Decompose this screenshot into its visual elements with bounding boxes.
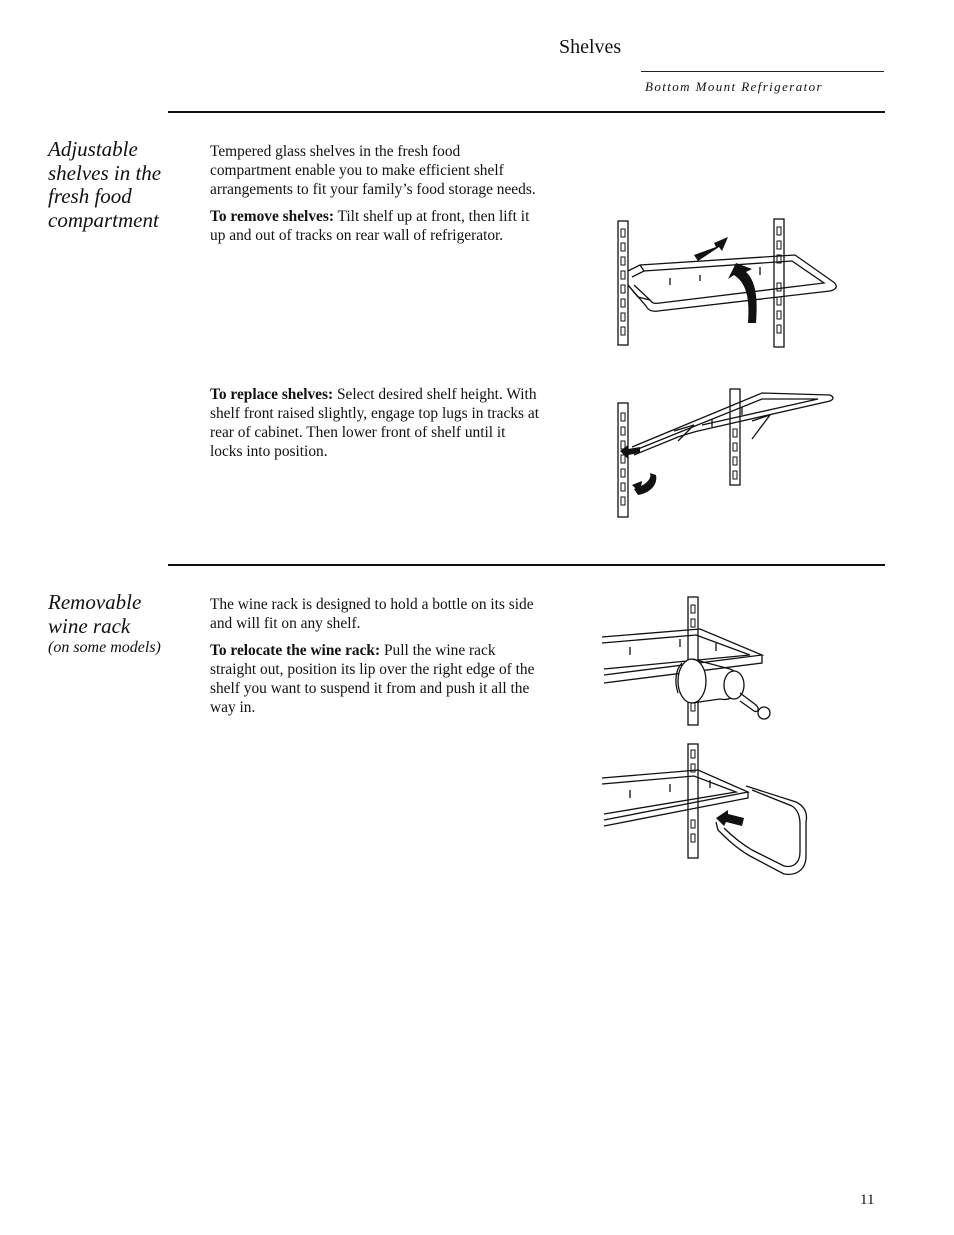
page-subtitle: Bottom Mount Refrigerator: [645, 79, 823, 94]
wine-rack-body: [210, 595, 540, 725]
relocate-wine-rack-lead: To relocate the wine rack:: [210, 642, 381, 659]
wine-rack-title: Removable wine rack: [48, 590, 142, 638]
replace-shelves-text: Select desired shelf height. With shelf front raised slightly, engage top lugs in tracks at rear of cabinet. Then lower front of shelf until it locks into position.: [210, 386, 539, 460]
page-section-title: Shelves: [559, 36, 622, 58]
intro-paragraph: Tempered glass shelves in the fresh food compartment enable you to make efficient shelf arrangements to fit your family’s food storage needs.: [210, 143, 536, 198]
header-divider: [641, 71, 884, 72]
remove-shelves-lead: To remove shelves:: [210, 208, 334, 225]
replace-shelves-paragraph: [210, 385, 540, 461]
replace-shelves-block: [210, 385, 540, 469]
section-divider: [168, 564, 885, 566]
replace-shelves-lead: To replace shelves:: [210, 386, 334, 403]
wine-rack-intro-paragraph: The wine rack is designed to hold a bottle on its side and will fit on any shelf.: [210, 596, 534, 632]
wine-rack-bottle-illustration: [600, 593, 780, 728]
remove-shelf-illustration: [610, 215, 860, 350]
remove-shelves-paragraph: [210, 207, 540, 245]
section-heading-adjustable-shelves: Adjustable shelves in the fresh food compartment: [48, 137, 162, 232]
relocate-wine-rack-text: Pull the wine rack straight out, position its lip over the right edge of the shelf you want to suspend it from and push it all the way in.: [210, 642, 535, 716]
section-heading-wine-rack: [48, 591, 183, 658]
remove-shelves-text: Tilt shelf up at front, then lift it up and out of tracks on rear wall of refrigerator.: [210, 208, 530, 244]
wine-rack-note: (on some models): [48, 639, 161, 656]
wine-rack-install-illustration: [600, 740, 815, 880]
replace-shelf-illustration: [612, 385, 842, 520]
page-number: 11: [860, 1192, 875, 1208]
relocate-wine-rack-paragraph: [210, 641, 540, 717]
adjustable-shelves-intro: [210, 142, 540, 253]
section-divider: [168, 111, 885, 113]
